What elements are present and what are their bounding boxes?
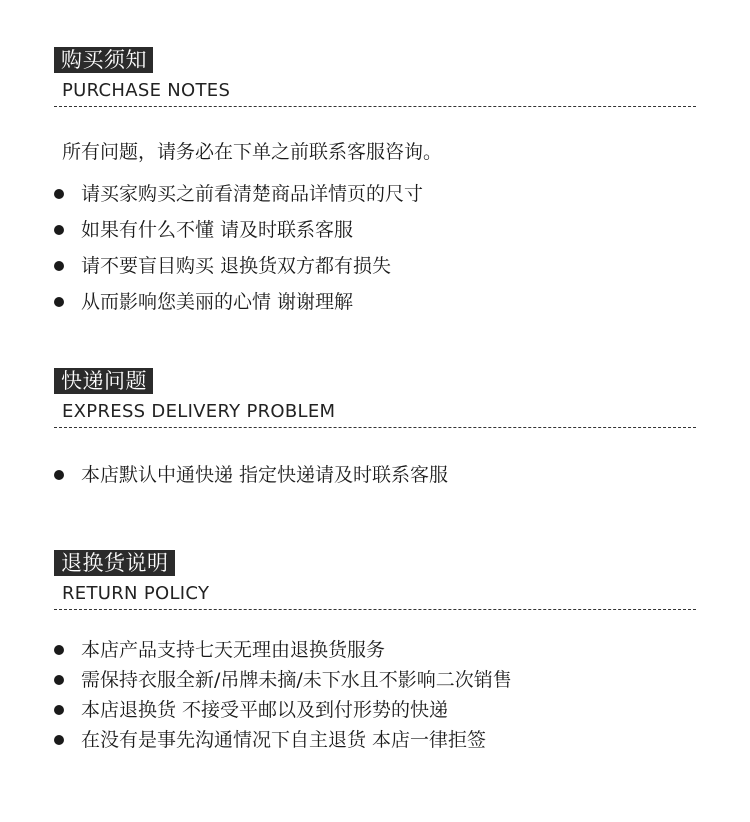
return-divider — [54, 609, 696, 610]
delivery-subtitle: EXPRESS DELIVERY PROBLEM — [62, 401, 336, 422]
return-section — [54, 550, 696, 610]
return-title: 退换货说明 — [54, 550, 175, 576]
delivery-title: 快递问题 — [54, 368, 153, 394]
purchase-list — [54, 176, 423, 320]
purchase-section — [54, 47, 696, 107]
list-item: 需保持衣服全新/吊牌未摘/未下水且不影响二次销售 — [54, 665, 512, 695]
list-item: 本店默认中通快递 指定快递请及时联系客服 — [54, 457, 448, 493]
purchase-subtitle: PURCHASE NOTES — [62, 80, 231, 101]
return-list — [54, 635, 512, 755]
list-item: 如果有什么不懂 请及时联系客服 — [54, 212, 423, 248]
delivery-list — [54, 457, 448, 493]
delivery-divider — [54, 427, 696, 428]
purchase-intro: 所有问题，请务必在下单之前联系客服咨询。 — [62, 141, 443, 163]
list-item: 从而影响您美丽的心情 谢谢理解 — [54, 284, 423, 320]
list-item: 在没有是事先沟通情况下自主退货 本店一律拒签 — [54, 725, 512, 755]
list-item: 本店退换货 不接受平邮以及到付形势的快递 — [54, 695, 512, 725]
list-item: 请买家购买之前看清楚商品详情页的尺寸 — [54, 176, 423, 212]
purchase-title: 购买须知 — [54, 47, 153, 73]
delivery-section — [54, 368, 696, 428]
list-item: 请不要盲目购买 退换货双方都有损失 — [54, 248, 423, 284]
purchase-divider — [54, 106, 696, 107]
list-item: 本店产品支持七天无理由退换货服务 — [54, 635, 512, 665]
return-subtitle: RETURN POLICY — [62, 583, 210, 604]
